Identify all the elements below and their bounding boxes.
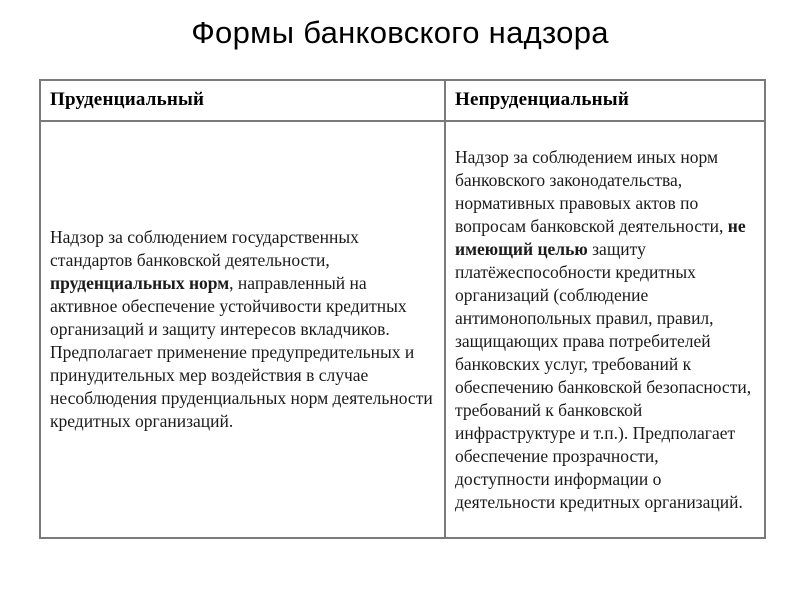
table-cell-prudential <box>40 121 445 538</box>
table-header-nonprudential: Непруденциальный <box>445 80 765 121</box>
table-body-row <box>40 121 765 538</box>
table-header-row <box>40 80 765 121</box>
prudential-description: Надзор за соблюдением государственных стандартов банковской деятельности, пруденциальных норм, направленный на активное обеспечение устойчивости кредитных организаций и защиту интересов вкладчиков. Предполагает применение предупредительных и принудительных мер воздействия в случае несоблюдения пруденциальных норм деятельности кредитных организаций. <box>50 227 433 431</box>
supervision-table <box>39 79 766 539</box>
table-header-prudential: Пруденциальный <box>40 80 445 121</box>
table-cell-nonprudential <box>445 121 765 538</box>
nonprudential-description: Надзор за соблюдением иных норм банковского законодательства, нормативных правовых актов по вопросам банковской деятельности, не имеющий целью защиту платёжеспособности кредитных организаций (соблюдение антимонопольных правил, правил, защищающих права потребителей банковских услуг, требований к обеспечению банковской безопасности, требований к банковской инфраструктуре и т.п.). Предполагает обеспечение прозрачности, доступности информации о деятельности кредитных организаций. <box>455 146 752 512</box>
slide-title: Формы банковского надзора <box>191 15 609 50</box>
